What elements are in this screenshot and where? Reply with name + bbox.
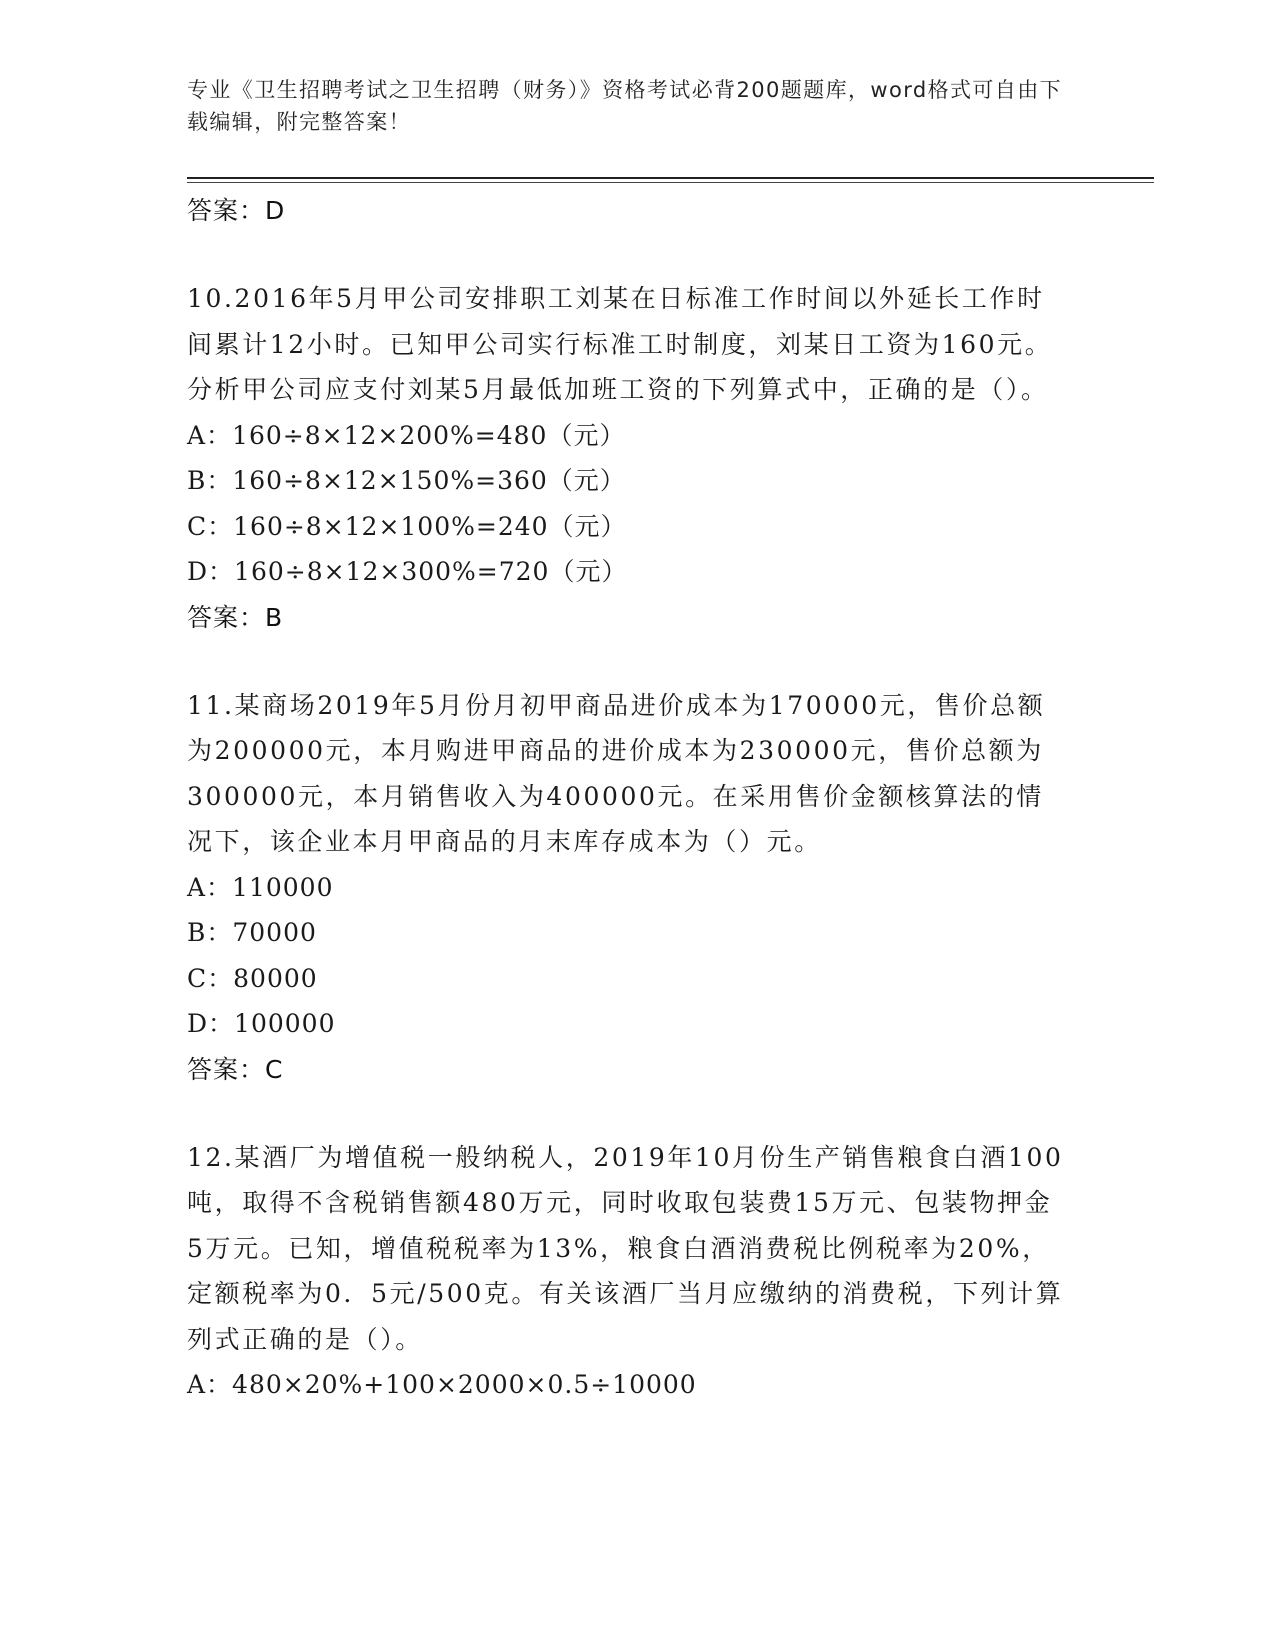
question-10 xyxy=(187,276,1087,641)
header-divider xyxy=(187,177,1154,179)
option-a: A：110000 xyxy=(187,872,334,902)
option-d: D：100000 xyxy=(187,1009,336,1038)
option-c: C：160÷8×12×100%=240（元） xyxy=(187,511,627,541)
option-a: A：160÷8×12×200%=480（元） xyxy=(187,420,626,450)
header-divider-secondary xyxy=(187,182,1154,183)
answer-line: 答案：C xyxy=(187,1054,284,1084)
option-a: A：480×20%+100×2000×0.5÷10000 xyxy=(187,1370,697,1399)
page-header: 专业《卫生招聘考试之卫生招聘（财务）》资格考试必背200题题库，word格式可自由下载编辑，附完整答案！ xyxy=(187,78,1062,134)
answer-line: 答案：D xyxy=(187,196,286,225)
answer-line: 答案：B xyxy=(187,602,284,632)
question-12 xyxy=(187,1135,1087,1408)
option-b: B：160÷8×12×150%=360（元） xyxy=(187,466,626,495)
option-c: C：80000 xyxy=(187,963,318,993)
option-d: D：160÷8×12×300%=720（元） xyxy=(187,557,628,586)
option-b: B：70000 xyxy=(187,918,317,947)
question-11 xyxy=(187,683,1087,1093)
document-body xyxy=(187,188,1087,1408)
question-text: 12.某酒厂为增值税一般纳税人，2019年10月份生产销售粮食白酒100吨，取得不含税销售额480万元，同时收取包装费15万元、包装物押金5万元。已知，增值税税率为13%，粮食白酒消费税比例税率为20%，定额税率为0．5元/500克。有关该酒厂当月应缴纳的消费税，下列计算列式正确的是（）。 xyxy=(187,1142,1064,1354)
question-text: 11.某商场2019年5月份月初甲商品进价成本为170000元，售价总额为200000元，本月购进甲商品的进价成本为230000元，售价总额为300000元，本月销售收入为400000元。在采用售价金额核算法的情况下，该企业本月甲商品的月末库存成本为（）元。 xyxy=(187,690,1046,856)
question-text: 10.2016年5月甲公司安排职工刘某在日标准工作时间以外延长工作时间累计12小时。已知甲公司实行标准工时制度，刘某日工资为160元。分析甲公司应支付刘某5月最低加班工资的下列算式中，正确的是（）。 xyxy=(187,284,1053,404)
